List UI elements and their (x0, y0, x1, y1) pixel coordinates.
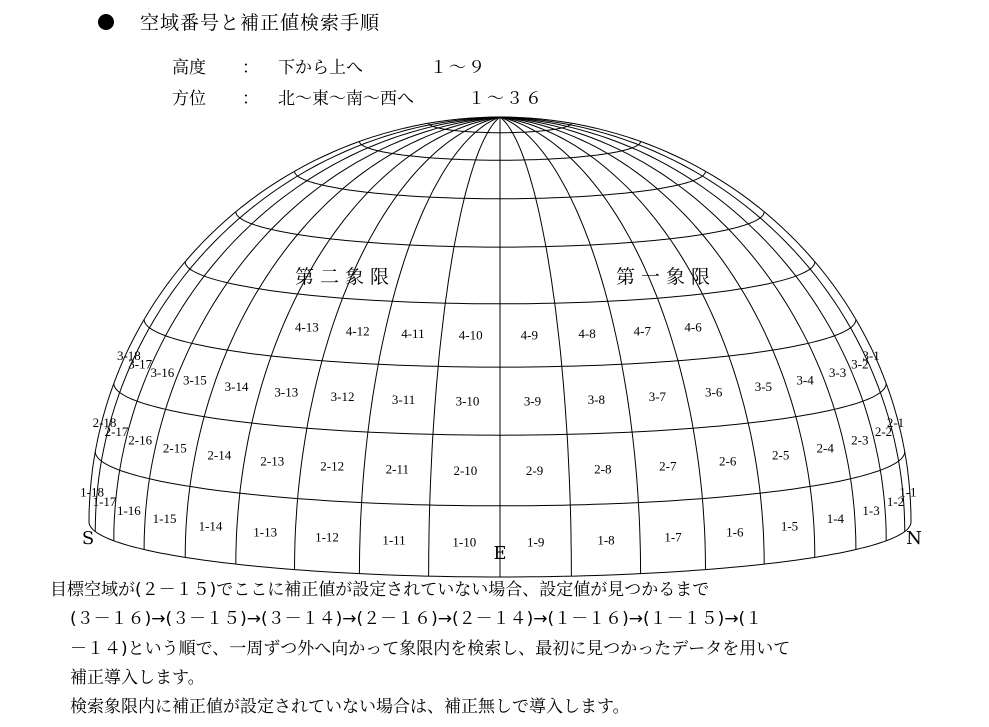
cell-label: 3-15 (182, 372, 207, 388)
note-line-2: (３－１６)→(３－１５)→(３－１４)→(２－１６)→(２－１４)→(１－１６)→(１－１５)→(１ (70, 609, 763, 629)
cell-label: 3-3 (828, 364, 847, 380)
cell-label: 1-17 (92, 493, 117, 509)
north-label: N (906, 528, 922, 549)
cell-label: 1-18 (80, 484, 105, 500)
cell-label: 2-11 (385, 461, 409, 477)
altitude-colon: ： (242, 58, 259, 78)
azimuth-colon: ： (242, 89, 259, 109)
cell-label: 1-13 (253, 524, 278, 540)
cell-label: 2-10 (453, 463, 478, 479)
cell-label: 2-3 (851, 432, 869, 448)
cell-label: 3-14 (224, 379, 249, 395)
note-line-5: 検索象限内に補正値が設定されていない場合は、補正無しで導入します。 (70, 697, 630, 717)
quadrant-right-label: 第 一 象 限 (615, 266, 711, 288)
cell-label: 1-8 (597, 532, 615, 548)
note-line-4: 補正導入します。 (70, 668, 205, 688)
cell-label: 2-15 (162, 440, 187, 456)
azimuth-label: 方位 (172, 89, 206, 109)
altitude-label: 高度 (172, 58, 206, 78)
cell-label: 1-5 (780, 518, 799, 534)
cell-label: 2-17 (104, 423, 129, 439)
cell-label: 2-12 (320, 458, 345, 474)
cell-label: 1-12 (315, 529, 339, 545)
altitude-description: 下から上へ (278, 58, 363, 78)
cell-label: 2-8 (594, 461, 612, 477)
cell-label: 4-6 (684, 319, 702, 335)
cell-label: 2-4 (816, 440, 834, 456)
quadrant-left-label: 第 二 象 限 (294, 266, 390, 288)
note-line-3: －１４)という順で、一周ずつ外へ向かって象限内を検索し、最初に見つかったデータを用いて (70, 639, 791, 659)
cell-label: 2-1 (886, 414, 905, 430)
note-line-1: 目標空域が(２－１５)でここに補正値が設定されていない場合、設定値が見つかるまで (50, 580, 710, 600)
cell-label: 1-7 (664, 529, 682, 545)
cell-label: 2-18 (92, 414, 117, 430)
cell-label: 1-1 (899, 484, 917, 500)
cell-label: 3-18 (116, 348, 141, 364)
cell-label: 1-15 (152, 511, 177, 527)
cell-label: 4-8 (578, 326, 596, 342)
cell-label: 4-13 (294, 319, 319, 335)
azimuth-line (182, 117, 500, 557)
cell-label: 2-16 (128, 432, 153, 448)
cell-label: 2-2 (874, 423, 893, 439)
cell-label: 3-9 (523, 393, 542, 409)
cell-label: 3-5 (754, 379, 773, 395)
cell-label: 1-3 (862, 502, 880, 518)
cell-label: 3-13 (274, 384, 299, 400)
cell-label: 1-4 (826, 511, 845, 527)
cell-label: 3-6 (705, 384, 723, 400)
azimuth-line (295, 117, 501, 570)
cell-label: 1-2 (886, 493, 905, 509)
cell-label: 3-2 (851, 356, 869, 372)
cell-label: 1-9 (527, 534, 545, 550)
cell-label: 3-8 (587, 392, 606, 407)
cell-label: 2-13 (260, 453, 285, 469)
cell-label: 3-11 (391, 392, 416, 407)
cell-label: 3-1 (862, 348, 880, 364)
azimuth-line (429, 117, 500, 576)
cell-label: 2-5 (772, 447, 790, 463)
cell-label: 4-10 (458, 327, 483, 343)
cell-label: 1-14 (198, 518, 223, 534)
south-label: S (81, 528, 95, 549)
cell-labels (80, 320, 916, 550)
cell-label: 1-10 (452, 534, 477, 550)
cell-label: 4-9 (520, 327, 538, 343)
azimuth-description: 北～東～南～西へ (278, 89, 414, 109)
cell-label: 3-4 (796, 372, 814, 388)
azimuth-line (500, 117, 815, 557)
cell-label: 3-17 (128, 356, 153, 372)
cell-label: 3-12 (330, 389, 355, 404)
altitude-range: １～９ (430, 58, 487, 78)
cell-label: 3-16 (150, 364, 175, 380)
dome-grid (89, 117, 911, 577)
cell-label: 3-10 (455, 393, 480, 409)
cell-label: 3-7 (648, 389, 667, 404)
cell-label: 1-11 (382, 532, 406, 548)
title-text: 空域番号と補正値検索手順 (140, 12, 381, 34)
azimuth-line (144, 117, 500, 550)
azimuth-line (500, 117, 706, 570)
cell-label: 2-6 (719, 453, 737, 469)
cell-label: 4-11 (401, 326, 425, 342)
azimuth-line (500, 117, 571, 576)
cell-label: 2-14 (207, 447, 232, 463)
cell-label: 4-12 (345, 323, 370, 339)
cell-label: 1-16 (116, 502, 141, 518)
east-label: E (493, 543, 507, 564)
azimuth-range: １～３６ (468, 89, 544, 109)
cell-label: 4-7 (633, 323, 651, 339)
cell-label: 2-7 (659, 458, 677, 474)
cell-label: 2-9 (525, 463, 544, 479)
azimuth-line (500, 117, 856, 550)
cell-label: 1-6 (726, 524, 744, 540)
